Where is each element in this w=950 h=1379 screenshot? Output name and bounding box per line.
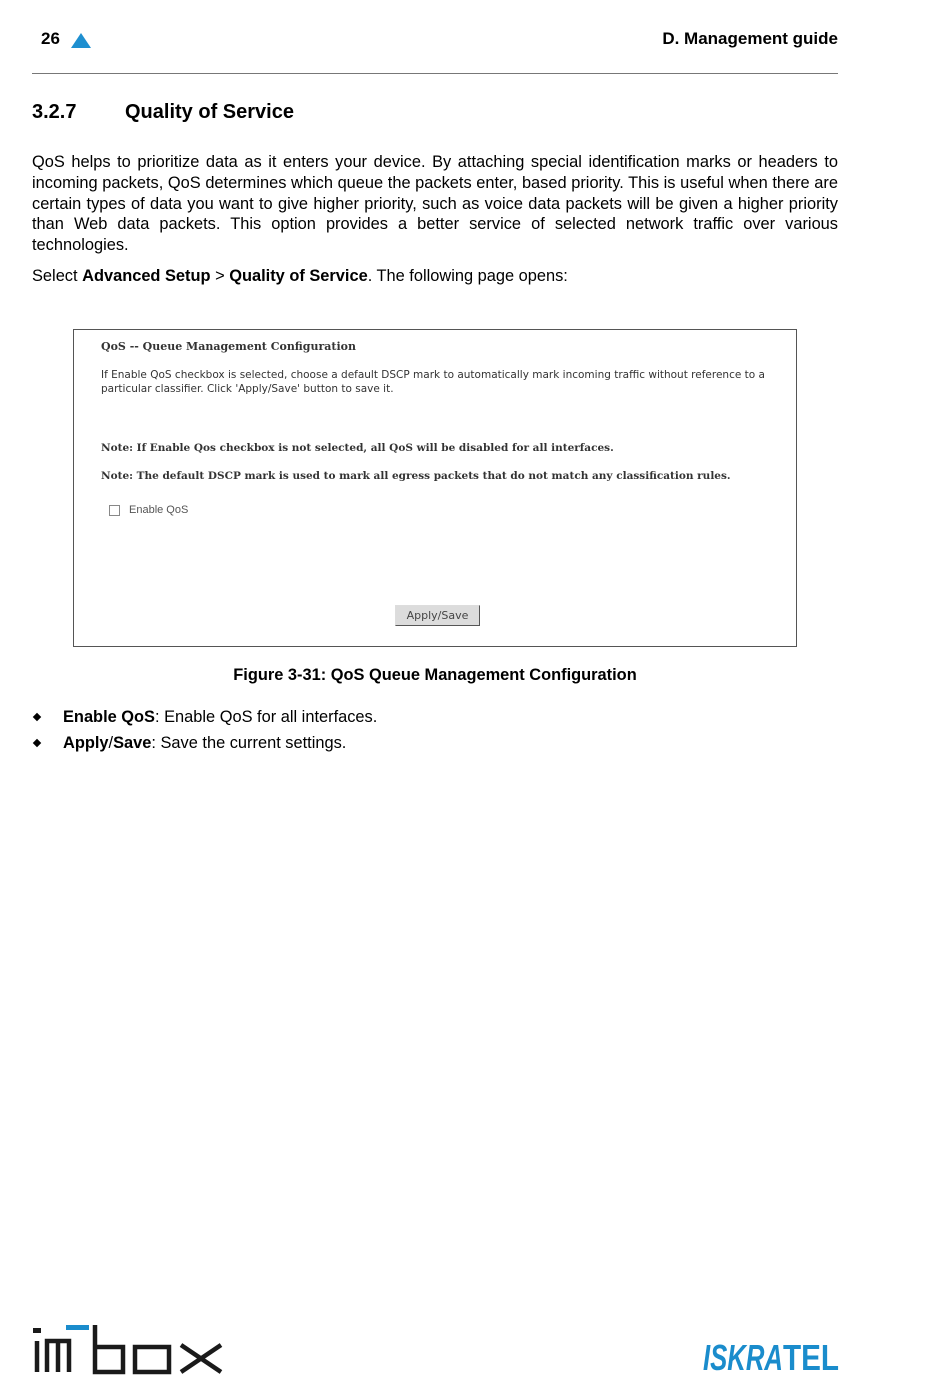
section-title: Quality of Service (125, 101, 294, 123)
enable-qos-label: Enable QoS (129, 504, 189, 516)
list-item (32, 733, 346, 753)
screenshot-note-dscp: Note: The default DSCP mark is used to mark all egress packets that do not match any classification rules. (101, 470, 731, 482)
bullet-term: Enable QoS (63, 708, 155, 726)
enable-qos-checkbox[interactable] (109, 505, 120, 516)
nav-separator: > (210, 267, 230, 285)
screenshot-description: If Enable QoS checkbox is selected, choose a default DSCP mark to automatically mark incoming traffic without reference to a particular classifier. Click 'Apply/Save' button to save it. (101, 369, 765, 395)
screenshot-note-disabled: Note: If Enable Qos checkbox is not selected, all QoS will be disabled for all interfaces. (101, 442, 614, 454)
navigation-instruction (32, 266, 838, 286)
qos-config-screenshot (73, 329, 797, 647)
bullet-diamond-icon (33, 713, 41, 721)
nav-menu: Advanced Setup (82, 267, 211, 285)
intro-paragraph: QoS helps to prioritize data as it enters your device. By attaching special identification marks or headers to incoming packets, QoS determines which queue the packets enter, based priority. This is useful when there are certain types of data you want to give higher priority, such as voice data packets will be given a higher priority than Web data packets. This option provides a better service of selected network traffic over various technologies. (32, 153, 838, 255)
nav-prefix: Select (32, 267, 83, 285)
nav-item: Quality of Service (229, 267, 368, 285)
apply-save-button[interactable]: Apply/Save (395, 605, 480, 626)
imbox-logo (33, 1323, 228, 1375)
bullet-slash: / (108, 734, 114, 752)
triangle-icon (71, 33, 91, 48)
figure-caption: Figure 3-31: QoS Queue Management Configuration (233, 666, 637, 684)
iskratel-logo (703, 1336, 841, 1374)
bullet-term-apply: Apply (63, 734, 109, 752)
running-title: D. Management guide (662, 29, 838, 48)
svg-text:TEL: TEL (783, 1337, 839, 1374)
page-number: 26 (41, 29, 60, 48)
bullet-term-save: Save (113, 734, 152, 752)
section-number: 3.2.7 (32, 101, 77, 123)
enable-qos-row (109, 504, 188, 516)
bullet-diamond-icon (33, 739, 41, 747)
nav-suffix: . The following page opens: (367, 267, 568, 285)
bullet-text: : Save the current settings. (151, 734, 347, 752)
list-item (32, 707, 377, 727)
screenshot-title: QoS -- Queue Management Configuration (101, 340, 357, 353)
bullet-text: : Enable QoS for all interfaces. (155, 708, 378, 726)
svg-text:ISKRA: ISKRA (703, 1337, 783, 1374)
header-divider (32, 73, 838, 74)
